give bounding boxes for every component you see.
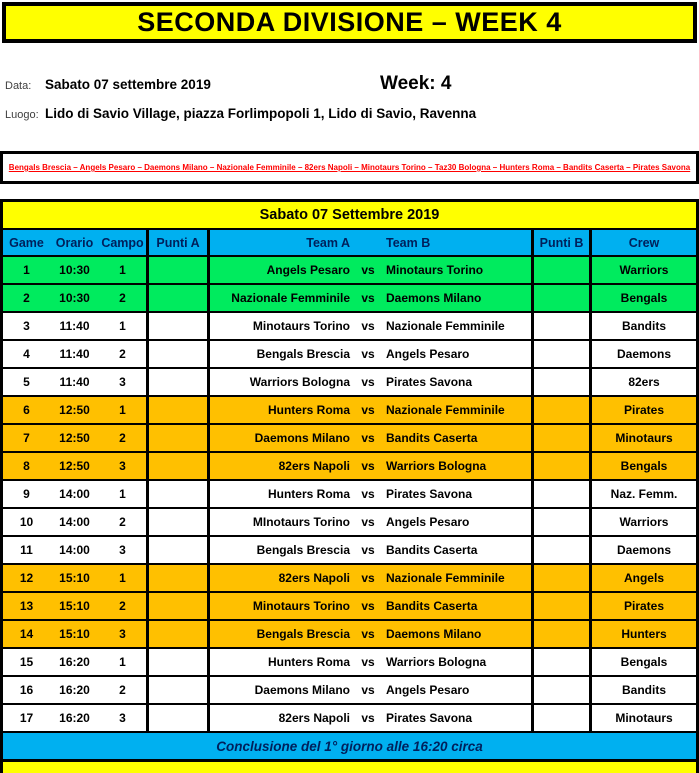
row-13-orario: 15:10 [59,599,90,613]
game-row-8 [3,451,696,479]
row-12-punti-a [146,565,207,591]
row-6-punti-a [146,397,207,423]
row-15-punti-b [531,649,589,675]
row-10-team-a: MInotaurs Torino [207,509,355,535]
row-6-game: 6 [23,403,30,417]
row-16-campo: 2 [119,683,126,697]
row-9-punti-a [146,481,207,507]
game-row-5 [3,367,696,395]
row-2-team-b: Daemons Milano [386,291,482,305]
column-header-vs [355,230,381,255]
row-17-punti-b [531,705,589,731]
row-9-team-b: Pirates Savona [386,487,473,501]
row-6-team-a: Hunters Roma [207,397,355,423]
row-1-punti-b [531,257,589,283]
game-row-13 [3,591,696,619]
luogo-value: Lido di Savio Village, piazza Forlimpopoli 1, Lido di Savio, Ravenna [45,106,477,121]
row-5-team-a: Warriors Bologna [207,369,355,395]
row-8-punti-a [146,453,207,479]
game-row-3 [3,311,696,339]
row-13-game: 13 [19,599,34,613]
row-14-team-b: Daemons Milano [386,627,482,641]
row-4-crew: Daemons [589,341,696,367]
row-7-punti-b [531,425,589,451]
teams-ticker-box [0,151,699,184]
row-11-crew: Daemons [589,537,696,563]
row-2-punti-b [531,285,589,311]
row-12-punti-b [531,565,589,591]
row-17-orario: 16:20 [59,711,90,725]
column-header-game: Game [9,235,44,250]
row-6-orario: 12:50 [59,403,90,417]
row-6-crew: Pirates [589,397,696,423]
row-16-punti-a [146,677,207,703]
row-17-campo: 3 [119,711,126,725]
row-15-game: 15 [19,655,34,669]
row-10-punti-a [146,509,207,535]
row-14-vs: vs [361,627,375,641]
row-5-vs: vs [361,375,375,389]
venue-row [5,106,699,126]
row-4-punti-a [146,341,207,367]
row-8-punti-b [531,453,589,479]
row-5-punti-a [146,369,207,395]
row-8-crew: Bengals [589,453,696,479]
row-4-team-a: Bengals Brescia [207,341,355,367]
row-15-orario: 16:20 [59,655,90,669]
row-15-crew: Bengals [589,649,696,675]
row-10-crew: Warriors [589,509,696,535]
row-16-game: 16 [19,683,34,697]
row-2-team-a: Nazionale Femminile [207,285,355,311]
row-13-punti-b [531,593,589,619]
column-header-punti-a: Punti A [146,230,207,255]
row-11-team-a: Bengals Brescia [207,537,355,563]
row-9-vs: vs [361,487,375,501]
row-14-game: 14 [19,627,34,641]
row-6-team-b: Nazionale Femminile [386,403,505,417]
bottom-yellow-strip [0,762,699,773]
row-13-crew: Pirates [589,593,696,619]
row-8-team-a: 82ers Napoli [207,453,355,479]
row-7-crew: Minotaurs [589,425,696,451]
row-4-team-b: Angels Pesaro [386,347,470,361]
row-13-team-b: Bandits Caserta [386,599,478,613]
row-2-orario: 10:30 [59,291,90,305]
row-13-campo: 2 [119,599,126,613]
row-14-team-a: Bengals Brescia [207,621,355,647]
table-body [3,255,696,731]
row-15-campo: 1 [119,655,126,669]
row-12-team-b: Nazionale Femminile [386,571,505,585]
row-11-punti-a [146,537,207,563]
table-column-header-row [3,228,696,255]
row-2-vs: vs [361,291,375,305]
column-header-team-b: Team B [386,235,431,250]
row-9-orario: 14:00 [59,487,90,501]
row-8-game: 8 [23,459,30,473]
table-footer: Conclusione del 1° giorno alle 16:20 circa [3,731,696,759]
row-3-game: 3 [23,319,30,333]
column-header-team-a: Team A [207,230,355,255]
luogo-label: Luogo: [5,109,39,121]
row-5-game: 5 [23,375,30,389]
row-10-game: 10 [19,515,34,529]
row-15-team-b: Warriors Bologna [386,655,487,669]
row-3-team-b: Nazionale Femminile [386,319,505,333]
row-15-team-a: Hunters Roma [207,649,355,675]
table-date-header: Sabato 07 Settembre 2019 [3,202,696,228]
game-row-14 [3,619,696,647]
row-6-punti-b [531,397,589,423]
row-16-crew: Bandits [589,677,696,703]
row-15-vs: vs [361,655,375,669]
row-13-vs: vs [361,599,375,613]
row-2-campo: 2 [119,291,126,305]
row-13-team-a: Minotaurs Torino [207,593,355,619]
row-1-crew: Warriors [589,257,696,283]
row-17-vs: vs [361,711,375,725]
row-10-punti-b [531,509,589,535]
row-11-campo: 3 [119,543,126,557]
column-header-punti-b: Punti B [531,230,589,255]
game-row-9 [3,479,696,507]
row-7-punti-a [146,425,207,451]
row-15-punti-a [146,649,207,675]
row-8-orario: 12:50 [59,459,90,473]
schedule-page [0,2,699,773]
row-3-punti-a [146,313,207,339]
row-9-campo: 1 [119,487,126,501]
column-header-campo: Campo [101,235,144,250]
row-9-punti-b [531,481,589,507]
row-16-orario: 16:20 [59,683,90,697]
row-13-punti-a [146,593,207,619]
row-12-campo: 1 [119,571,126,585]
row-7-campo: 2 [119,431,126,445]
row-4-orario: 11:40 [59,347,90,361]
row-7-orario: 12:50 [59,431,90,445]
row-14-punti-a [146,621,207,647]
row-3-team-a: Minotaurs Torino [207,313,355,339]
row-12-crew: Angels [589,565,696,591]
game-row-4 [3,339,696,367]
page-title: SECONDA DIVISIONE – WEEK 4 [2,2,697,43]
week-label: Week: 4 [380,73,452,94]
row-16-team-a: Daemons Milano [207,677,355,703]
game-row-6 [3,395,696,423]
row-1-orario: 10:30 [59,263,90,277]
row-11-team-b: Bandits Caserta [386,543,478,557]
row-6-campo: 1 [119,403,126,417]
game-row-15 [3,647,696,675]
row-11-vs: vs [361,543,375,557]
row-10-team-b: Angels Pesaro [386,515,470,529]
row-5-crew: 82ers [589,369,696,395]
game-row-7 [3,423,696,451]
row-4-vs: vs [361,347,375,361]
game-row-11 [3,535,696,563]
row-1-campo: 1 [119,263,126,277]
row-1-vs: vs [361,263,375,277]
row-16-vs: vs [361,683,375,697]
row-17-team-a: 82ers Napoli [207,705,355,731]
row-1-game: 1 [23,263,30,277]
row-14-crew: Hunters [589,621,696,647]
row-5-punti-b [531,369,589,395]
game-row-17 [3,703,696,731]
row-5-orario: 11:40 [59,375,90,389]
row-7-game: 7 [23,431,30,445]
row-17-punti-a [146,705,207,731]
row-12-team-a: 82ers Napoli [207,565,355,591]
row-11-game: 11 [20,543,33,557]
row-5-team-b: Pirates Savona [386,375,473,389]
row-17-team-b: Pirates Savona [386,711,473,725]
row-1-punti-a [146,257,207,283]
row-16-punti-b [531,677,589,703]
row-11-orario: 14:00 [59,543,90,557]
row-10-orario: 14:00 [59,515,90,529]
row-2-punti-a [146,285,207,311]
column-header-crew: Crew [589,230,696,255]
game-row-1 [3,255,696,283]
row-8-vs: vs [361,459,375,473]
row-10-campo: 2 [119,515,126,529]
row-9-game: 9 [23,487,30,501]
row-3-punti-b [531,313,589,339]
column-header-orario: Orario [55,235,94,250]
row-5-campo: 3 [119,375,126,389]
row-4-game: 4 [23,347,30,361]
row-14-campo: 3 [119,627,126,641]
row-7-team-a: Daemons Milano [207,425,355,451]
row-2-crew: Bengals [589,285,696,311]
row-11-punti-b [531,537,589,563]
row-3-vs: vs [361,319,375,333]
row-2-game: 2 [23,291,30,305]
row-4-campo: 2 [119,347,126,361]
row-3-orario: 11:40 [59,319,90,333]
game-row-10 [3,507,696,535]
row-12-orario: 15:10 [59,571,90,585]
game-row-12 [3,563,696,591]
row-8-team-b: Warriors Bologna [386,459,487,473]
row-16-team-b: Angels Pesaro [386,683,470,697]
date-row [5,73,699,97]
row-17-crew: Minotaurs [589,705,696,731]
row-7-vs: vs [361,431,375,445]
data-label: Data: [5,80,32,92]
row-3-crew: Bandits [589,313,696,339]
row-3-campo: 1 [119,319,126,333]
row-14-punti-b [531,621,589,647]
row-9-crew: Naz. Femm. [589,481,696,507]
row-12-vs: vs [361,571,375,585]
data-value: Sabato 07 settembre 2019 [45,77,211,92]
row-1-team-b: Minotaurs Torino [386,263,484,277]
info-section [0,73,699,126]
row-9-team-a: Hunters Roma [207,481,355,507]
row-6-vs: vs [361,403,375,417]
row-8-campo: 3 [119,459,126,473]
game-row-16 [3,675,696,703]
row-4-punti-b [531,341,589,367]
schedule-table [0,199,699,762]
row-7-team-b: Bandits Caserta [386,431,478,445]
game-row-2 [3,283,696,311]
row-12-game: 12 [19,571,34,585]
teams-list: Bengals Brescia – Angels Pesaro – Daemons Milano – Nazionale Femminile – 82ers Napoli – Minotaurs Torino – Taz30 Bologna – Hunters Roma – Bandits Caserta – Pirates Savona [8,163,691,172]
row-10-vs: vs [361,515,375,529]
row-14-orario: 15:10 [59,627,90,641]
row-17-game: 17 [19,711,34,725]
row-1-team-a: Angels Pesaro [207,257,355,283]
